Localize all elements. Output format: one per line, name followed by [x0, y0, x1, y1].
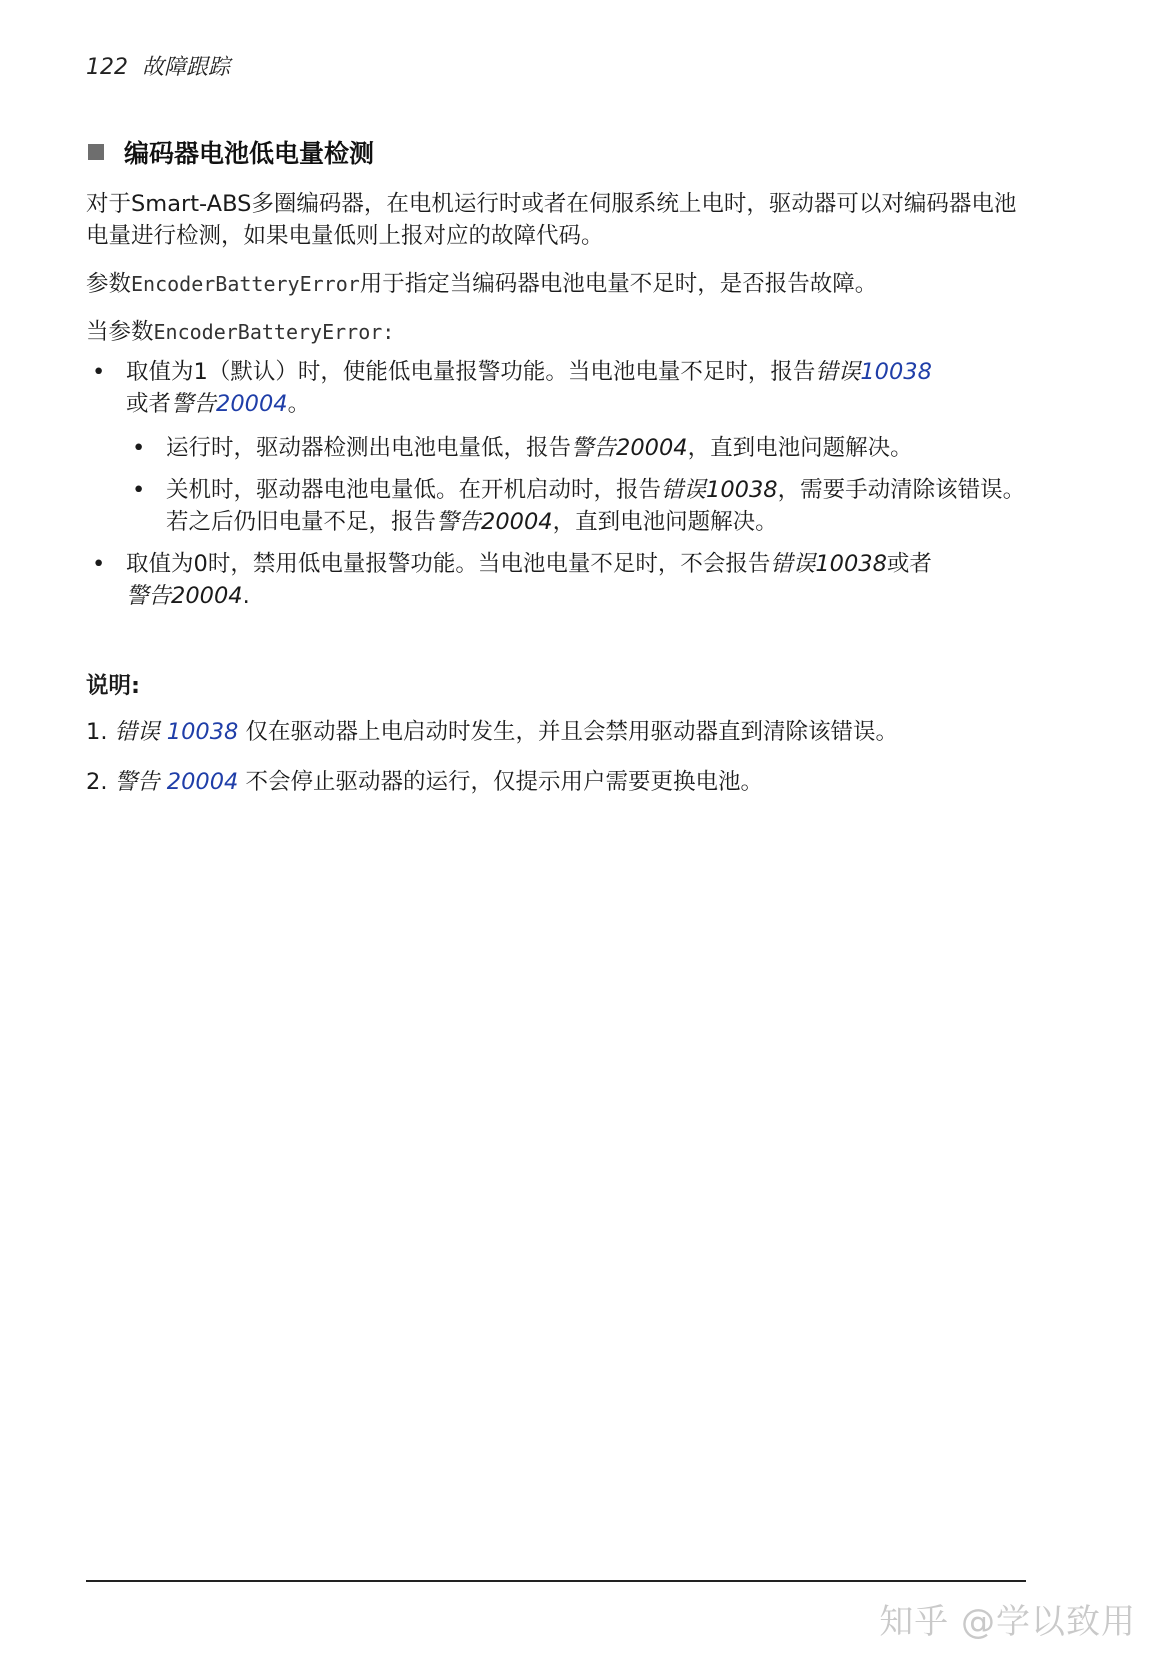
note-item-2 [86, 766, 1026, 798]
page-header [86, 50, 230, 81]
param-intro-colon: : [382, 320, 395, 344]
note1-prefix: 1. [86, 719, 115, 745]
param-intro-line [86, 316, 1026, 348]
notes-list [86, 716, 1026, 798]
bullet2-text-c: . [242, 583, 250, 609]
bullet1-text-b: 或者 [126, 391, 172, 417]
sub-item-shutdown [126, 474, 1026, 538]
param-paragraph [86, 268, 1026, 300]
param-intro-prefix: 当参数 [86, 319, 154, 345]
sub2-warning-ref: 警告20004 [436, 509, 553, 535]
sub-item-running [126, 432, 1026, 464]
note2-text: 不会停止驱动器的运行，仅提示用户需要更换电池。 [238, 769, 764, 795]
bullet2-error-ref: 错误10038 [770, 551, 887, 577]
sub2-text-c: ，直到电池问题解决。 [552, 509, 778, 535]
note1-error-label: 错误 [114, 719, 160, 745]
note2-warning-link[interactable]: 20004 [166, 769, 239, 795]
value-list [86, 356, 1026, 612]
bullet2-text-b: 或者 [886, 551, 932, 577]
bullet2-text-a: 取值为0时，禁用低电量报警功能。当电池电量不足时，不会报告 [126, 551, 771, 577]
sub2-text-b: ，需要手动清除该错误。若之后仍旧电量不足，报告 [166, 477, 1026, 535]
square-bullet-icon [88, 144, 104, 160]
warning-20004-link[interactable]: 20004 [216, 391, 288, 417]
sub2-text-a: 关机时，驱动器电池电量低。在开机启动时，报告 [166, 477, 662, 503]
sub1-text-b: ，直到电池问题解决。 [687, 435, 913, 461]
value-1-sublist [126, 432, 1026, 538]
param-name: EncoderBatteryError [131, 272, 360, 296]
notes-title: 说明: [86, 673, 140, 699]
param-suffix: 用于指定当编码器电池电量不足时，是否报告故障。 [359, 271, 878, 297]
chapter-title: 故障跟踪 [142, 55, 231, 80]
list-item-value-0 [86, 548, 1026, 612]
footer-rule [86, 1580, 1026, 1582]
sub2-error-ref: 错误10038 [661, 477, 778, 503]
error-10038-label: 错误 [815, 359, 861, 385]
note2-prefix: 2. [86, 769, 115, 795]
bullet2-warning-ref: 警告20004 [126, 583, 243, 609]
page-number: 122 [86, 55, 128, 80]
note1-text: 仅在驱动器上电启动时发生，并且会禁用驱动器直到清除该错误。 [238, 719, 899, 745]
section-title [88, 134, 374, 170]
sub1-text-a: 运行时，驱动器检测出电池电量低，报告 [166, 435, 572, 461]
section-title-text: 编码器电池低电量检测 [124, 139, 375, 168]
error-10038-link[interactable]: 10038 [860, 359, 932, 385]
watermark: 知乎 @学以致用 [879, 1602, 1136, 1642]
note-item-1 [86, 716, 1026, 748]
warning-20004-label: 警告 [171, 391, 217, 417]
list-item-value-1 [86, 356, 1026, 538]
sub1-warning-ref: 警告20004 [571, 435, 688, 461]
intro-paragraph: 对于Smart-ABS多圈编码器，在电机运行时或者在伺服系统上电时，驱动器可以对编码器电池电量进行检测，如果电量低则上报对应的故障代码。 [86, 191, 1017, 249]
main-content [86, 188, 1026, 816]
note2-warning-label: 警告 [114, 769, 160, 795]
note1-error-link[interactable]: 10038 [166, 719, 239, 745]
bullet1-text-a: 取值为1（默认）时，使能低电量报警功能。当电池电量不足时，报告 [126, 359, 816, 385]
param-prefix: 参数 [86, 271, 132, 297]
param-name-2: EncoderBatteryError [153, 320, 383, 344]
bullet1-text-c: 。 [287, 391, 311, 417]
